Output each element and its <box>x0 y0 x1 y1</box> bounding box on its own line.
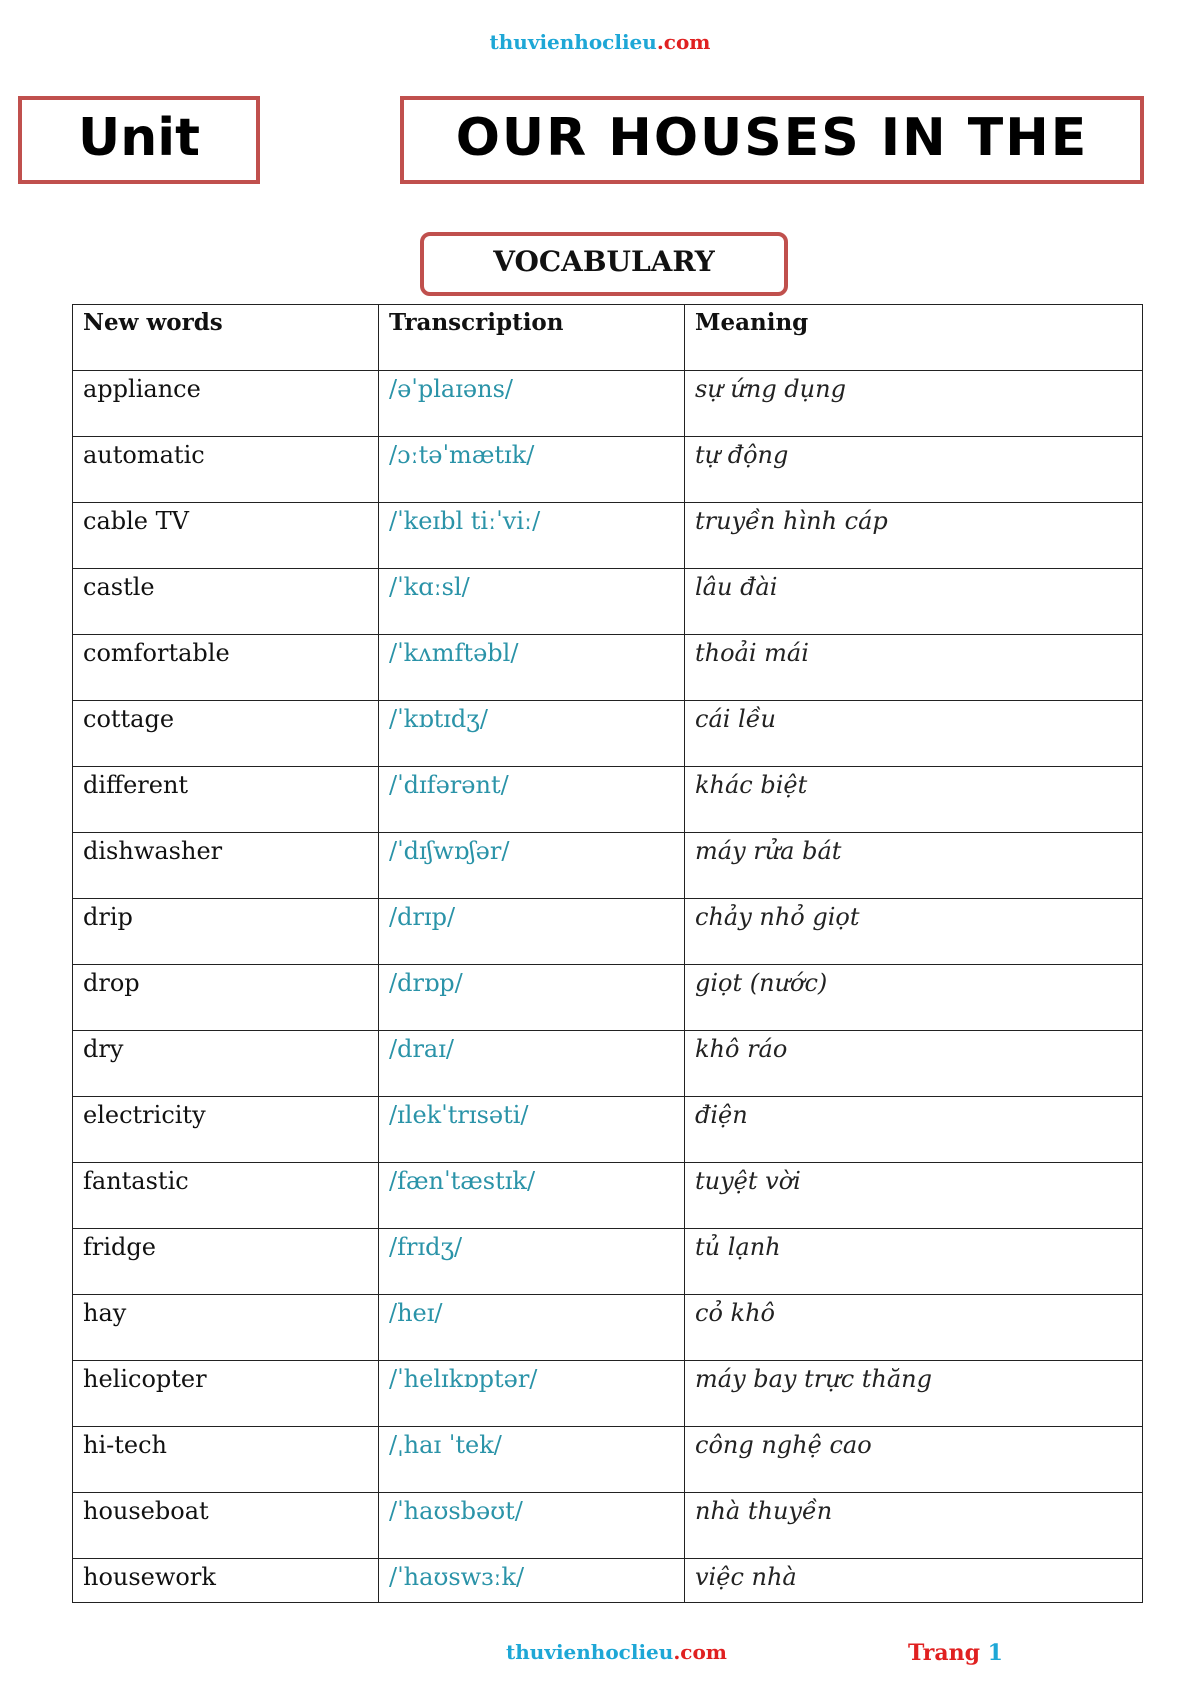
vocab-transcription: /draɪ/ <box>379 1031 685 1097</box>
table-row <box>73 437 1143 503</box>
table-row <box>73 371 1143 437</box>
table-row <box>73 1097 1143 1163</box>
vocab-transcription: /ˈhelɪkɒptər/ <box>379 1361 685 1427</box>
unit-box <box>18 96 260 184</box>
vocab-word: drop <box>73 965 379 1031</box>
table-header-row <box>73 305 1143 371</box>
vocab-meaning: chảy nhỏ giọt <box>685 899 1143 965</box>
vocab-word: dry <box>73 1031 379 1097</box>
vocab-word: houseboat <box>73 1493 379 1559</box>
vocab-meaning: tủ lạnh <box>685 1229 1143 1295</box>
table-row <box>73 569 1143 635</box>
vocab-meaning: điện <box>685 1097 1143 1163</box>
header-site-link[interactable] <box>0 30 1200 54</box>
vocab-word: castle <box>73 569 379 635</box>
table-row <box>73 899 1143 965</box>
vocab-meaning: giọt (nước) <box>685 965 1143 1031</box>
vocab-transcription: /ɔːtəˈmætɪk/ <box>379 437 685 503</box>
vocab-transcription: /ˈhaʊswɜːk/ <box>379 1559 685 1603</box>
vocab-transcription: /ˈkʌmftəbl/ <box>379 635 685 701</box>
vocab-word: different <box>73 767 379 833</box>
vocab-word: hi-tech <box>73 1427 379 1493</box>
table-row <box>73 1163 1143 1229</box>
vocab-transcription: /ˈdɪʃwɒʃər/ <box>379 833 685 899</box>
vocab-meaning: việc nhà <box>685 1559 1143 1603</box>
vocabulary-table <box>72 304 1143 1603</box>
vocab-meaning: cái lều <box>685 701 1143 767</box>
vocab-word: automatic <box>73 437 379 503</box>
page-label: Trang <box>908 1640 980 1666</box>
vocab-transcription: /ˌhaɪ ˈtek/ <box>379 1427 685 1493</box>
vocab-word: appliance <box>73 371 379 437</box>
vocab-meaning: tự động <box>685 437 1143 503</box>
vocab-transcription: /frɪdʒ/ <box>379 1229 685 1295</box>
vocab-meaning: nhà thuyền <box>685 1493 1143 1559</box>
column-header-meaning: Meaning <box>685 305 1143 371</box>
vocab-transcription: /drɒp/ <box>379 965 685 1031</box>
site-domain: .com <box>673 1640 727 1664</box>
table-row <box>73 1361 1143 1427</box>
vocab-transcription: /ɪlekˈtrɪsəti/ <box>379 1097 685 1163</box>
vocab-word: housework <box>73 1559 379 1603</box>
vocab-word: dishwasher <box>73 833 379 899</box>
table-row <box>73 1229 1143 1295</box>
vocab-meaning: truyền hình cáp <box>685 503 1143 569</box>
vocab-word: helicopter <box>73 1361 379 1427</box>
table-row <box>73 503 1143 569</box>
vocab-word: drip <box>73 899 379 965</box>
vocab-word: fridge <box>73 1229 379 1295</box>
vocab-meaning: cỏ khô <box>685 1295 1143 1361</box>
site-domain: .com <box>656 30 711 54</box>
vocab-meaning: thoải mái <box>685 635 1143 701</box>
vocab-word: cable TV <box>73 503 379 569</box>
vocab-transcription: /ˈkeɪbl tiːˈviː/ <box>379 503 685 569</box>
table-row <box>73 833 1143 899</box>
vocab-transcription: /drɪp/ <box>379 899 685 965</box>
table-row <box>73 1493 1143 1559</box>
table-row <box>73 635 1143 701</box>
vocab-word: comfortable <box>73 635 379 701</box>
vocab-meaning: tuyệt vời <box>685 1163 1143 1229</box>
table-row <box>73 1427 1143 1493</box>
vocab-word: electricity <box>73 1097 379 1163</box>
table-row <box>73 1559 1143 1603</box>
column-header-transcription: Transcription <box>379 305 685 371</box>
vocab-meaning: máy rửa bát <box>685 833 1143 899</box>
vocab-meaning: máy bay trực thăng <box>685 1361 1143 1427</box>
table-row <box>73 1031 1143 1097</box>
vocab-transcription: /ˈdɪfərənt/ <box>379 767 685 833</box>
vocab-meaning: công nghệ cao <box>685 1427 1143 1493</box>
vocab-meaning: khác biệt <box>685 767 1143 833</box>
table-row <box>73 701 1143 767</box>
vocab-meaning: sự ứng dụng <box>685 371 1143 437</box>
vocab-transcription: /ˈhaʊsbəʊt/ <box>379 1493 685 1559</box>
vocab-transcription: /əˈplaɪəns/ <box>379 371 685 437</box>
vocab-transcription: /ˈkɑːsl/ <box>379 569 685 635</box>
page-number-value: 1 <box>987 1640 1003 1666</box>
vocab-meaning: lâu đài <box>685 569 1143 635</box>
footer-site-link[interactable] <box>506 1640 727 1664</box>
vocab-word: cottage <box>73 701 379 767</box>
unit-title: OUR HOUSES IN THE <box>455 108 1089 168</box>
vocab-transcription: /heɪ/ <box>379 1295 685 1361</box>
section-heading: VOCABULARY <box>420 232 788 296</box>
table-row <box>73 767 1143 833</box>
page-number <box>908 1640 1003 1666</box>
vocab-meaning: khô ráo <box>685 1031 1143 1097</box>
table-row <box>73 1295 1143 1361</box>
table-row <box>73 965 1143 1031</box>
column-header-word: New words <box>73 305 379 371</box>
title-box <box>400 96 1144 184</box>
site-name: thuvienhoclieu <box>506 1640 674 1664</box>
vocab-word: fantastic <box>73 1163 379 1229</box>
site-name: thuvienhoclieu <box>489 30 657 54</box>
unit-label: Unit <box>78 108 200 168</box>
vocab-transcription: /ˈkɒtɪdʒ/ <box>379 701 685 767</box>
vocab-word: hay <box>73 1295 379 1361</box>
vocab-transcription: /fænˈtæstɪk/ <box>379 1163 685 1229</box>
